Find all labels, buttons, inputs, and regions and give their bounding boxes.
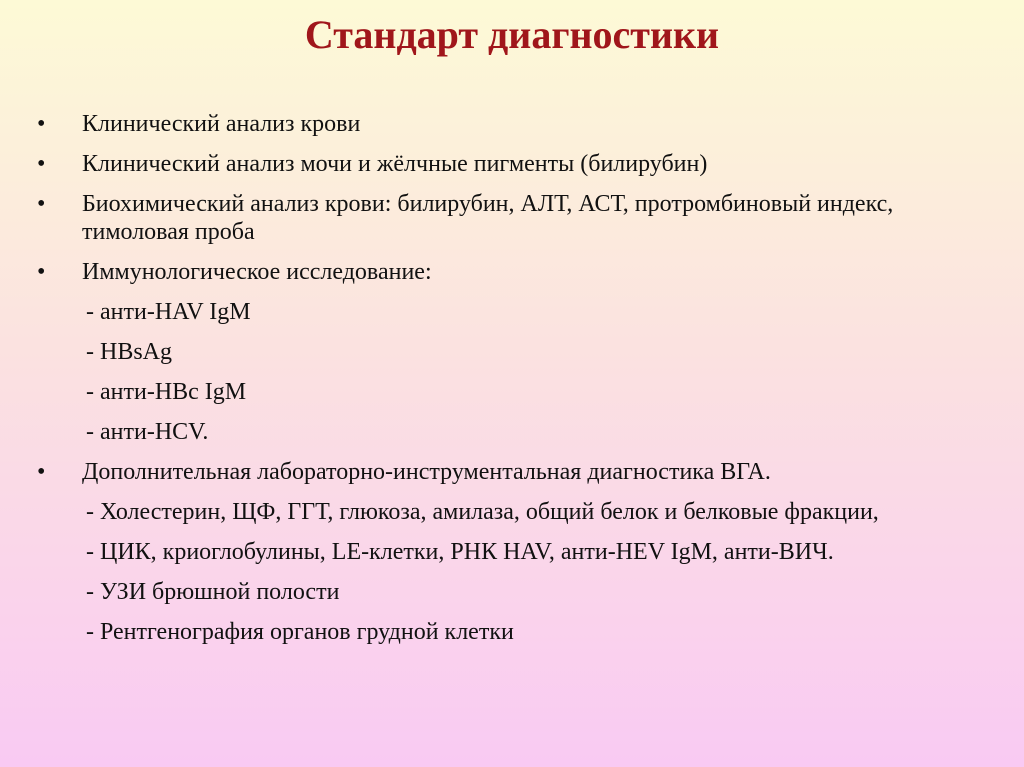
sub-list-item-text: - ЦИК, криоглобулины, LE-клетки, РНК HAV, анти-HEV IgM, анти-ВИЧ. [86, 539, 834, 565]
list-item [37, 258, 997, 286]
sub-list-item-text: - Рентгенография органов грудной клетки [86, 619, 514, 645]
slide-title: Стандарт диагностики [304, 12, 720, 57]
bullet-marker: • [37, 151, 46, 177]
sub-list-item [37, 378, 997, 406]
list-item-text: Иммунологическое исследование: [82, 259, 432, 285]
list-item [37, 190, 997, 246]
list-item [37, 110, 997, 138]
list-item-text: Дополнительная лабораторно-инструментальная диагностика ВГА. [82, 459, 771, 485]
sub-list-item-text: - Холестерин, ЩФ, ГГТ, глюкоза, амилаза, общий белок и белковые фракции, [86, 499, 879, 525]
sub-list-item-text: - анти-HAV IgM [86, 299, 251, 325]
bullet-marker: • [37, 191, 46, 217]
bullet-marker: • [37, 459, 46, 485]
bullet-marker: • [37, 111, 46, 137]
sub-list-item [37, 578, 997, 606]
list-item-text: Биохимический анализ крови: билирубин, АЛТ, АСТ, протромбиновый индекс, тимоловая проба [82, 191, 894, 245]
sub-list-item [37, 298, 997, 326]
slide-content [37, 110, 997, 658]
list-item [37, 458, 997, 486]
sub-list-item [37, 618, 997, 646]
list-item [37, 150, 997, 178]
sub-list-item [37, 338, 997, 366]
sub-list-item-text: - анти-HCV. [86, 419, 209, 445]
sub-list-item [37, 498, 997, 526]
list-item-text: Клинический анализ мочи и жёлчные пигменты (билирубин) [82, 151, 708, 177]
sub-list-item-text: - анти-HBc IgM [86, 379, 247, 405]
sub-list-item-text: - УЗИ брюшной полости [86, 579, 340, 605]
list-item-text: Клинический анализ крови [82, 111, 361, 137]
sub-list-item [37, 418, 997, 446]
bullet-marker: • [37, 259, 46, 285]
sub-list-item-text: - HBsAg [86, 339, 173, 365]
sub-list-item [37, 538, 997, 566]
